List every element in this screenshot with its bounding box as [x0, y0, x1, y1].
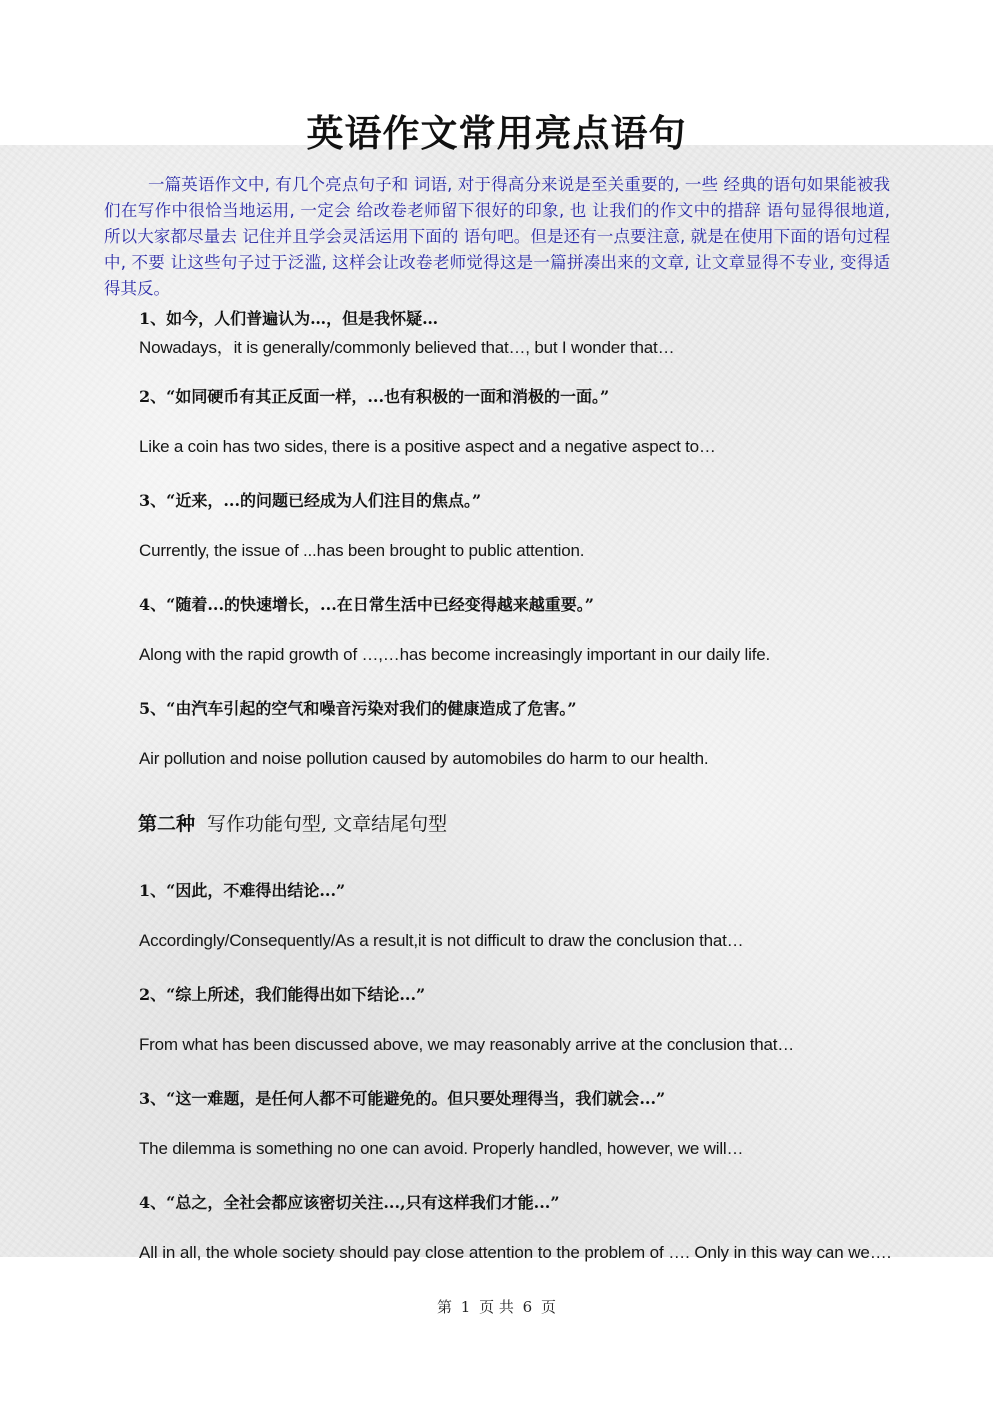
footer-suffix: 页 [541, 1298, 557, 1316]
closing-cn-3: 3、“这一难题，是任何人都不可能避免的。但只要处理得当，我们就会...” [139, 1089, 666, 1108]
intro-paragraph: 一篇英语作文中, 有几个亮点句子和 词语, 对于得高分来说是至关重要的, 一些 经典的语句如果能被我们在写作中很恰当地运用, 一定会 给改卷老师留下很好的印象, 也 让我们的作文中的措辞 语句显得很地道, 所以大家都尽量去 记住并且学会灵活运用下面的 语句吧。但是还有一点要注意, 就是在使用下面的语句过程中, 不要 让这些句子过于泛滥, 这样会让改卷老师觉得这是一篇拼凑出来的文章, 让文章显得不专业, 变得适得其反。 [104, 175, 890, 298]
phrase-cn-1: 1、如今，人们普遍认为…，但是我怀疑… [139, 309, 439, 328]
phrase-en-4: Along with the rapid growth of …,…has become increasingly important in our daily life. [139, 645, 771, 664]
footer-total-pages: 6 [522, 1298, 533, 1316]
section-heading [138, 809, 447, 836]
closing-en-2: From what has been discussed above, we may reasonably arrive at the conclusion that… [139, 1035, 795, 1054]
phrase-cn-3: 3、“近来，...的问题已经成为人们注目的焦点。” [139, 491, 482, 510]
phrase-en-3: Currently, the issue of ...has been brought to public attention. [139, 541, 585, 560]
phrase-cn-5: 5、“由汽车引起的空气和噪音污染对我们的健康造成了危害。” [139, 699, 577, 718]
page-title: 英语作文常用亮点语句 [306, 112, 687, 155]
closing-en-4: All in all, the whole society should pay close attention to the problem of …. Only in this way can we…. [139, 1243, 892, 1262]
closing-en-1: Accordingly/Consequently/As a result,it is not difficult to draw the conclusion that… [139, 931, 744, 950]
section-heading-text: 写作功能句型, 文章结尾句型 [207, 813, 448, 835]
phrase-en-1: Nowadays，it is generally/commonly believed that…, but I wonder that… [139, 338, 675, 357]
closing-cn-2: 2、“综上所述，我们能得出如下结论...” [139, 985, 426, 1004]
footer-prefix: 第 [436, 1298, 452, 1316]
closing-cn-1: 1、“因此，不难得出结论...” [139, 881, 346, 900]
closing-cn-4: 4、“总之，全社会都应该密切关注...,只有这样我们才能...” [139, 1193, 560, 1212]
footer-middle: 页 共 [479, 1298, 514, 1316]
phrase-en-5: Air pollution and noise pollution caused by automobiles do harm to our health. [139, 749, 709, 768]
phrase-cn-4: 4、“随着...的快速增长，...在日常生活中已经变得越来越重要。” [139, 595, 594, 614]
section-heading-number: 第二种 [138, 813, 196, 835]
page-footer [0, 1296, 993, 1317]
footer-current-page: 1 [460, 1298, 471, 1316]
phrase-cn-2: 2、“如同硬币有其正反面一样，...也有积极的一面和消极的一面。” [139, 387, 610, 406]
closing-en-3: The dilemma is something no one can avoid. Properly handled, however, we will… [139, 1139, 744, 1158]
phrase-en-2: Like a coin has two sides, there is a positive aspect and a negative aspect to… [139, 437, 716, 456]
